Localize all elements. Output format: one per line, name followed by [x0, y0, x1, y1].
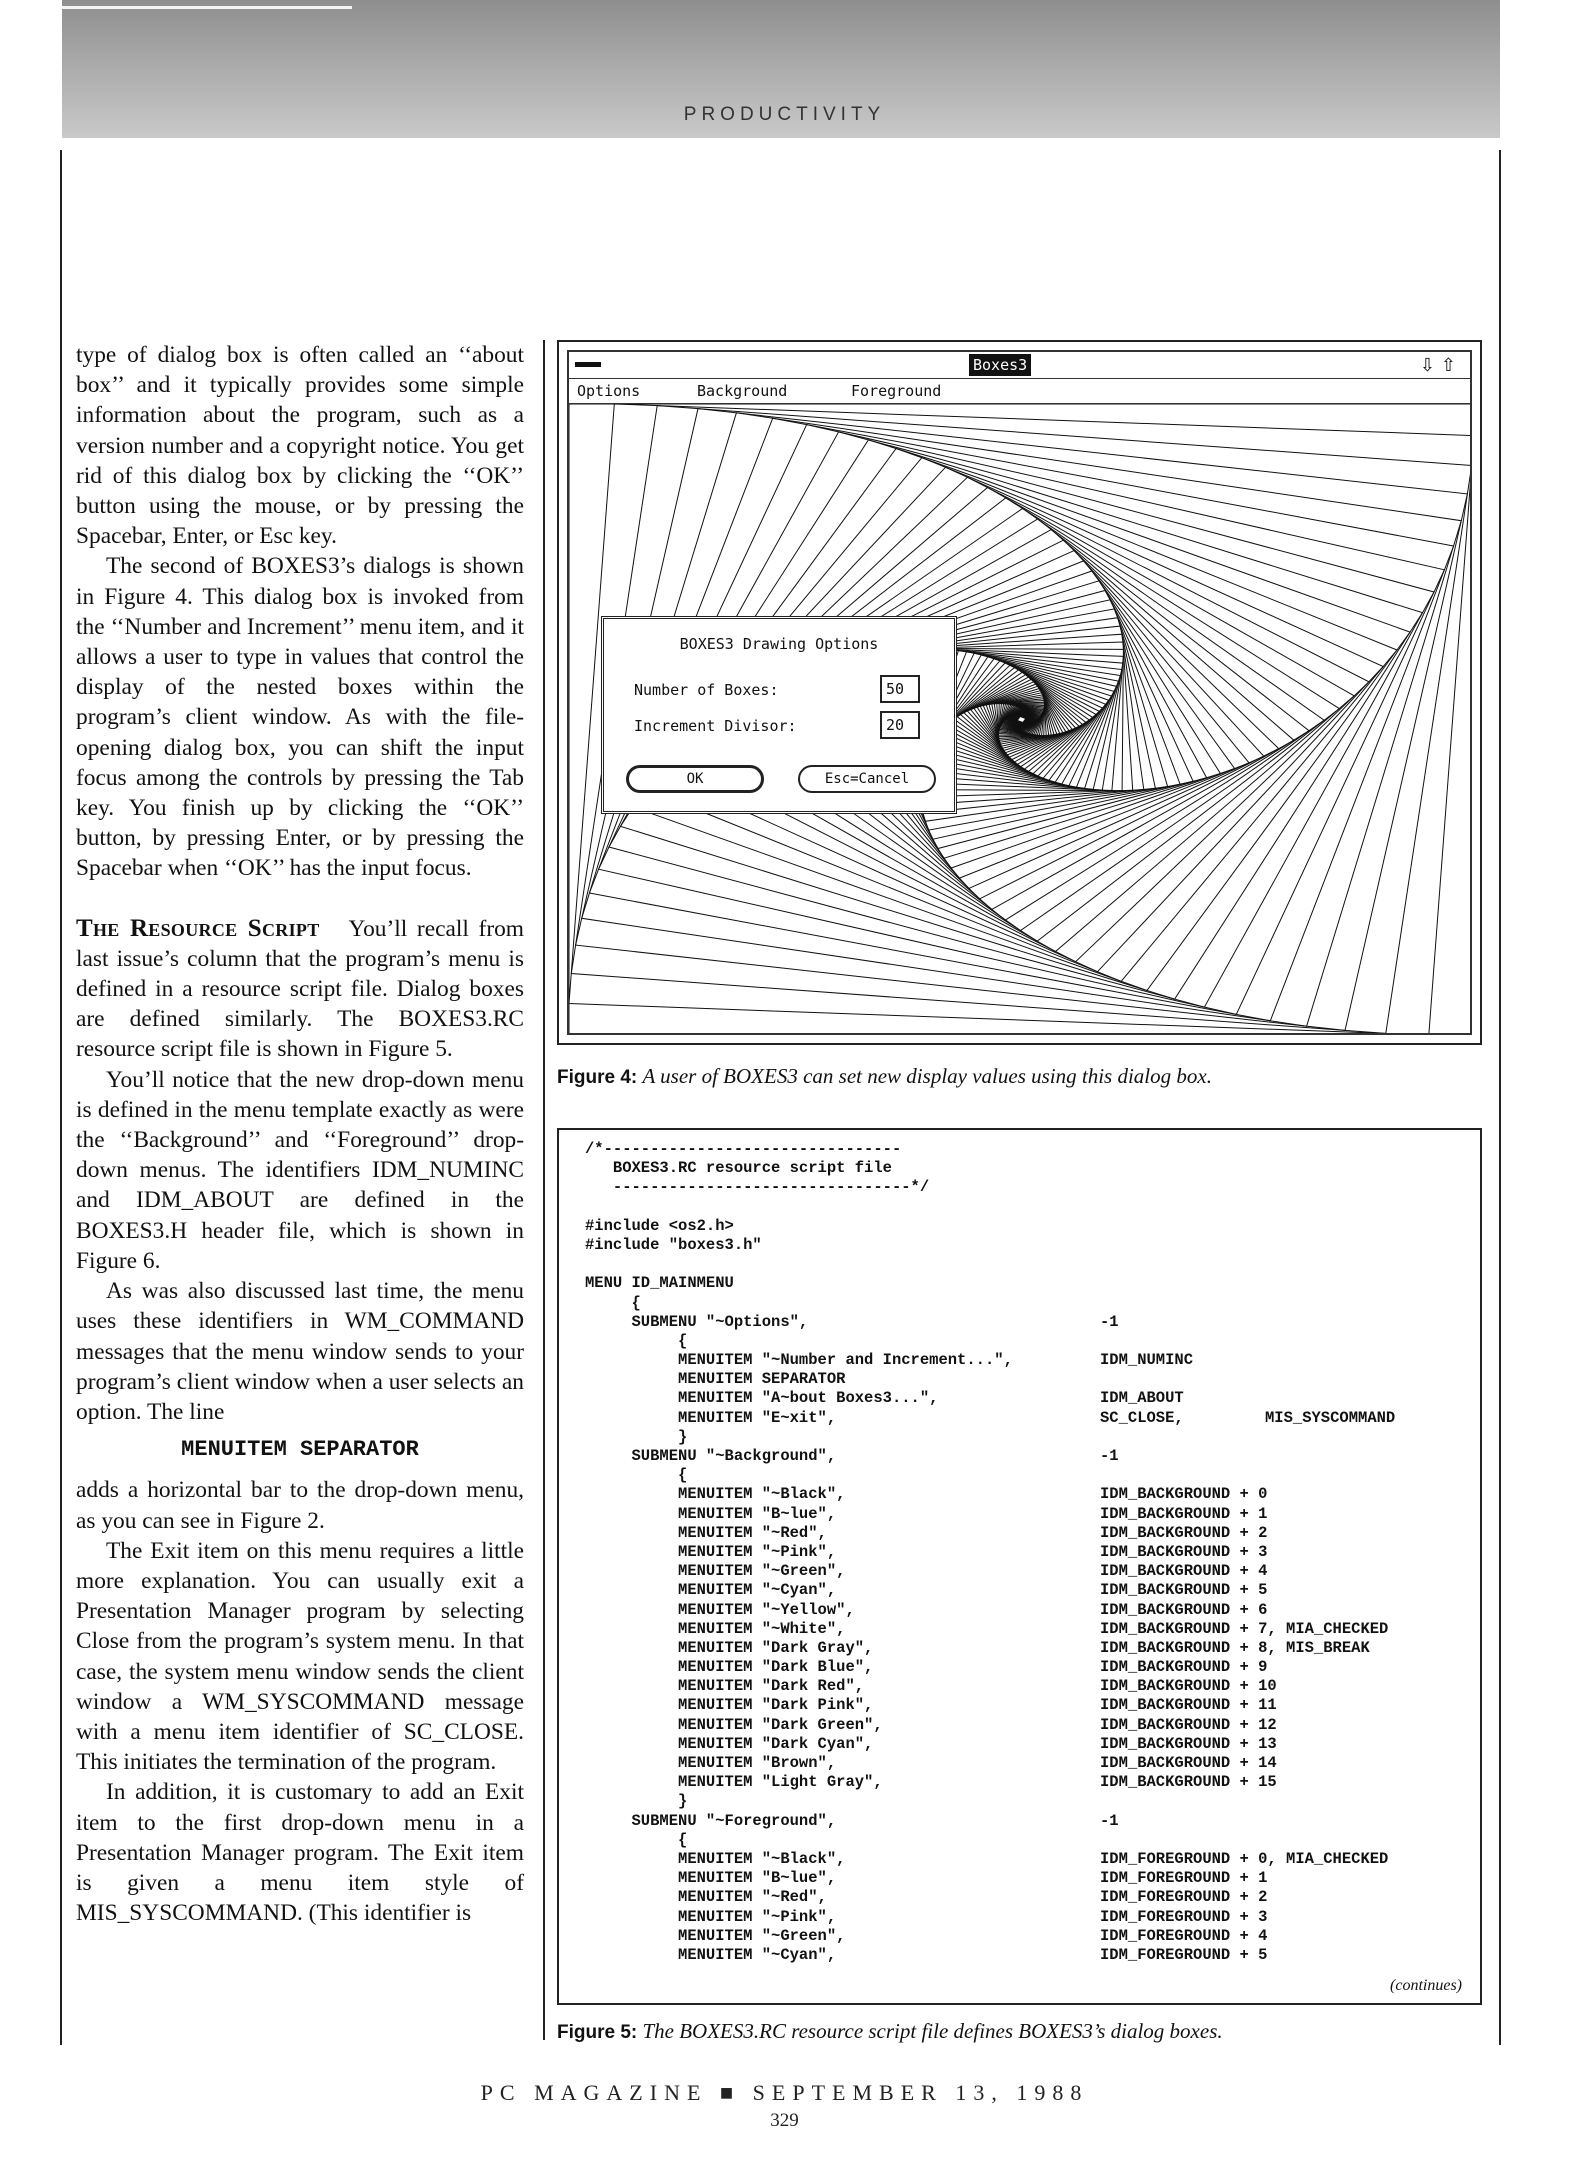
code-line — [585, 1466, 1470, 1485]
code-line — [585, 1428, 1470, 1447]
code-cell: IDM_FOREGROUND + 0, MIA_CHECKED — [1100, 1849, 1389, 1868]
code-line — [585, 1850, 1470, 1869]
code-line — [585, 1159, 1470, 1178]
code-cell: IDM_BACKGROUND + 8, MIS_BREAK — [1100, 1638, 1370, 1657]
menu-options[interactable]: Options — [577, 382, 641, 400]
paragraph-3 — [76, 914, 524, 1065]
code-cell: SUBMENU "~Foreground", — [585, 1811, 837, 1830]
code-cell: IDM_BACKGROUND + 12 — [1100, 1715, 1277, 1734]
column-separator — [543, 340, 545, 2040]
window-title: Boxes3 — [969, 354, 1031, 376]
page-number: 329 — [770, 2110, 799, 2131]
code-cell: } — [585, 1792, 688, 1811]
inline-code: MENUITEM SEPARATOR — [181, 1437, 419, 1463]
code-cell: MENUITEM "Dark Gray", — [585, 1638, 874, 1657]
ok-button[interactable]: OK — [626, 765, 764, 793]
code-cell: IDM_BACKGROUND + 9 — [1100, 1658, 1268, 1677]
code-cell: IDM_BACKGROUND + 14 — [1100, 1754, 1277, 1772]
min-max-icon[interactable]: ⇩⇧ — [1419, 355, 1462, 375]
code-cell: MIS_SYSCOMMAND — [1265, 1408, 1396, 1427]
code-cell: MENUITEM SEPARATOR — [585, 1370, 846, 1389]
options-dialog — [601, 616, 957, 814]
paragraph-4: You’ll notice that the new drop-down menu is defined in the menu template exactly as were the ‘‘Background’’ and ‘‘Foreground’’ drop-down menus. The identifiers IDM_NUMINC and IDM_ABOUT are defined in the BOXES3.H header file, which is shown in Figure 6. — [76, 1066, 524, 1274]
nested-box — [974, 686, 1069, 752]
paragraph-7: The Exit item on this menu requires a little more explanation. You can usually exit a Presentation Manager program by selecting Close from the program’s system menu. In that case, the system menu window sends the client window a WM_SYSCOMMAND message with a menu item identifier of SC_CLOSE. This initiates the termination of the program. — [76, 1537, 524, 1776]
figure-4-caption-label: Figure 4: — [557, 1067, 638, 1088]
footer-magazine: PC MAGAZINE ■ SEPTEMBER 13, 1988 — [480, 2080, 1089, 2105]
code-cell: MENUITEM "Dark Cyan", — [585, 1734, 874, 1753]
cancel-button[interactable]: Esc=Cancel — [798, 765, 936, 793]
code-line — [585, 1620, 1470, 1639]
menu-background[interactable]: Background — [697, 382, 788, 400]
code-cell: -1 — [1100, 1447, 1119, 1465]
code-cell: IDM_BACKGROUND + 5 — [1100, 1581, 1268, 1600]
code-line — [585, 1562, 1470, 1581]
code-cell: MENUITEM "Dark Pink", — [585, 1696, 874, 1715]
boxes-label: Number of Boxes: — [634, 681, 779, 699]
code-line — [585, 1524, 1470, 1543]
nested-box — [954, 672, 1089, 766]
code-cell: IDM_NUMINC — [1100, 1351, 1194, 1370]
code-line — [585, 1409, 1470, 1428]
code-cell: IDM_BACKGROUND + 15 — [1100, 1773, 1277, 1792]
code-line — [585, 1754, 1470, 1773]
code-line — [585, 1792, 1470, 1811]
nested-box — [950, 670, 1092, 769]
code-cell: MENUITEM "B~lue", — [585, 1869, 837, 1888]
code-line — [585, 1505, 1470, 1524]
code-cell: MENUITEM "Dark Green", — [585, 1715, 883, 1734]
code-cell: IDM_FOREGROUND + 3 — [1100, 1907, 1268, 1926]
code-line — [585, 1927, 1470, 1946]
code-cell: MENUITEM "~Red", — [585, 1523, 827, 1542]
nested-box — [947, 668, 1096, 772]
code-line — [585, 1581, 1470, 1600]
code-cell: } — [585, 1427, 688, 1446]
figure-4-caption — [557, 1063, 1212, 1091]
code-line — [585, 1677, 1470, 1696]
code-cell: MENU ID_MAINMENU — [585, 1274, 734, 1293]
code-cell: IDM_BACKGROUND + 13 — [1100, 1734, 1277, 1753]
code-cell: #include <os2.h> — [585, 1216, 734, 1235]
code-cell: IDM_ABOUT — [1100, 1389, 1184, 1408]
code-cell: SUBMENU "~Background", — [585, 1447, 837, 1465]
code-cell: MENUITEM "~Pink", — [585, 1542, 837, 1561]
figure-4-caption-text: A user of BOXES3 can set new display values using this dialog box. — [642, 1064, 1212, 1088]
code-cell: MENUITEM "~Red", — [585, 1888, 827, 1907]
divisor-input[interactable]: 20 — [880, 711, 920, 739]
paragraph-2: The second of BOXES3’s dialogs is shown in Figure 4. This dialog box is invoked from the ‘‘Number and Increment’’ menu item, and it allows a user to type in values that control the display of the nested boxes within the program’s client window. As with the file-opening dialog box, you can shift the input focus among the controls by pressing the Tab key. You finish up by clicking the ‘‘OK’’ button, by pressing Enter, or by pressing the Spacebar when ‘‘OK’’ has the input focus. — [76, 553, 524, 882]
code-cell: SC_CLOSE, — [1100, 1408, 1184, 1427]
figure-5-caption — [557, 2018, 1223, 2046]
code-cell: MENUITEM "~Pink", — [585, 1907, 837, 1926]
code-cell: IDM_BACKGROUND + 2 — [1100, 1523, 1268, 1542]
paragraph-6: adds a horizontal bar to the drop-down menu, as you can see in Figure 2. — [76, 1477, 524, 1534]
code-cell: MENUITEM "~Yellow", — [585, 1600, 855, 1619]
code-line — [585, 1255, 1470, 1274]
code-cell: { — [585, 1331, 688, 1350]
code-cell: { — [585, 1466, 688, 1485]
code-cell: MENUITEM "~Black", — [585, 1485, 846, 1504]
code-line — [585, 1696, 1470, 1715]
code-line — [585, 1888, 1470, 1907]
code-cell: SUBMENU "~Options", — [585, 1312, 809, 1331]
code-cell: IDM_BACKGROUND + 1 — [1100, 1504, 1268, 1523]
code-line — [585, 1543, 1470, 1562]
code-cell: /*-------------------------------- — [585, 1140, 902, 1158]
figure-5-caption-label: Figure 5: — [557, 2022, 638, 2043]
code-line — [585, 1869, 1470, 1888]
code-line — [585, 1485, 1470, 1504]
code-cell: MENUITEM "B~lue", — [585, 1504, 837, 1523]
code-cell: MENUITEM "~Number and Increment...", — [585, 1351, 1013, 1370]
code-cell: MENUITEM "Light Gray", — [585, 1773, 883, 1792]
code-cell: MENUITEM "~Cyan", — [585, 1581, 837, 1600]
code-line — [585, 1236, 1470, 1255]
code-cell: MENUITEM "~Green", — [585, 1562, 846, 1581]
figure-5 — [557, 1128, 1482, 2005]
code-cell: MENUITEM "Dark Blue", — [585, 1658, 874, 1677]
nested-box — [932, 657, 1112, 782]
code-listing — [585, 1140, 1470, 1965]
code-cell: IDM_BACKGROUND + 3 — [1100, 1542, 1268, 1561]
code-line — [585, 1773, 1470, 1792]
code-line — [585, 1294, 1470, 1313]
system-menu-icon[interactable] — [575, 362, 601, 367]
code-cell: IDM_BACKGROUND + 0 — [1100, 1485, 1268, 1504]
code-line — [585, 1658, 1470, 1677]
menu-foreground[interactable]: Foreground — [851, 382, 942, 400]
code-cell: MENUITEM "Brown", — [585, 1754, 837, 1772]
nested-box — [941, 663, 1103, 776]
code-cell: IDM_FOREGROUND + 4 — [1100, 1926, 1268, 1945]
code-line — [585, 1735, 1470, 1754]
boxes3-window — [567, 350, 1472, 1035]
code-line — [585, 1447, 1470, 1466]
code-line — [585, 1601, 1470, 1620]
code-line — [585, 1140, 1470, 1159]
code-cell: MENUITEM "~Cyan", — [585, 1945, 837, 1964]
code-line — [585, 1831, 1470, 1850]
code-cell: IDM_FOREGROUND + 1 — [1100, 1869, 1268, 1888]
section-label: PRODUCTIVITY — [683, 104, 886, 125]
figure-5-caption-text: The BOXES3.RC resource script file defines BOXES3’s dialog boxes. — [642, 2019, 1223, 2043]
left-page-rule — [60, 150, 62, 2045]
code-cell: -1 — [1100, 1312, 1119, 1331]
code-cell: IDM_BACKGROUND + 4 — [1100, 1562, 1268, 1581]
paragraph-8: In addition, it is customary to add an Exit item to the first drop-down menu in a Presentation Manager program. The Exit item is given a menu item style of MIS_SYSCOMMAND. (This identifier is — [76, 1779, 524, 1927]
code-cell: IDM_BACKGROUND + 11 — [1100, 1696, 1277, 1715]
code-cell: #include "boxes3.h" — [585, 1235, 762, 1254]
code-line — [585, 1274, 1470, 1293]
nested-box — [944, 665, 1100, 773]
code-cell: BOXES3.RC resource script file — [585, 1159, 892, 1178]
code-line — [585, 1716, 1470, 1735]
code-cell: { — [585, 1293, 641, 1312]
code-cell: --------------------------------*/ — [585, 1178, 930, 1197]
continues-note: (continues) — [1390, 1977, 1462, 1994]
code-cell: MENUITEM "Dark Red", — [585, 1677, 865, 1696]
code-line — [585, 1178, 1470, 1197]
code-line — [585, 1908, 1470, 1927]
section-heading: The Resource Script — [76, 914, 320, 942]
menu-bar — [569, 379, 1470, 404]
code-line — [585, 1332, 1470, 1351]
code-cell: IDM_FOREGROUND + 2 — [1100, 1888, 1268, 1907]
paragraph-5: As was also discussed last time, the menu uses these identifiers in WM_COMMAND messages that the menu window sends to your program’s client window when a user selects an option. The line — [76, 1278, 524, 1425]
code-cell: IDM_BACKGROUND + 10 — [1100, 1677, 1277, 1696]
code-cell: MENUITEM "~White", — [585, 1619, 846, 1638]
code-cell: MENUITEM "E~xit", — [585, 1408, 837, 1427]
dialog-title: BOXES3 Drawing Options — [679, 635, 879, 653]
code-line — [585, 1313, 1470, 1332]
header-rule — [62, 6, 352, 9]
code-line — [585, 1351, 1470, 1370]
code-line — [585, 1812, 1470, 1831]
boxes-input[interactable]: 50 — [880, 675, 920, 703]
code-cell: MENUITEM "~Green", — [585, 1926, 846, 1945]
code-cell: { — [585, 1830, 688, 1849]
paragraph-3-text: You’ll recall from last issue’s column that the program’s menu is defined in a resource script file. Dialog boxes are defined similarly. The BOXES3.RC resource script file is shown in Figure 5. — [76, 915, 524, 1063]
code-cell: MENUITEM "A~bout Boxes3...", — [585, 1389, 939, 1408]
paragraph-1: type of dialog box is often called an ‘‘about box’’ and it typically provides some simple information about the program, such as a version number and a copyright notice. You get rid of this dialog box by clicking the ‘‘OK’’ button using the mouse, or by pressing the Spacebar, Enter, or Esc key. — [76, 342, 524, 550]
code-line — [585, 1389, 1470, 1408]
divisor-label: Increment Divisor: — [634, 717, 797, 735]
title-bar — [569, 352, 1470, 379]
code-cell: IDM_BACKGROUND + 6 — [1100, 1600, 1268, 1619]
code-line — [585, 1198, 1470, 1217]
right-page-rule — [1499, 150, 1501, 2045]
figure-4 — [557, 340, 1482, 1045]
code-line — [585, 1370, 1470, 1389]
code-line — [585, 1639, 1470, 1658]
code-cell: IDM_BACKGROUND + 7, MIA_CHECKED — [1100, 1619, 1389, 1638]
article-column — [76, 340, 524, 1928]
code-cell: -1 — [1100, 1811, 1119, 1830]
code-line — [585, 1217, 1470, 1236]
code-line — [585, 1946, 1470, 1965]
code-cell: IDM_FOREGROUND + 5 — [1100, 1945, 1268, 1964]
code-cell: MENUITEM "~Black", — [585, 1849, 846, 1868]
